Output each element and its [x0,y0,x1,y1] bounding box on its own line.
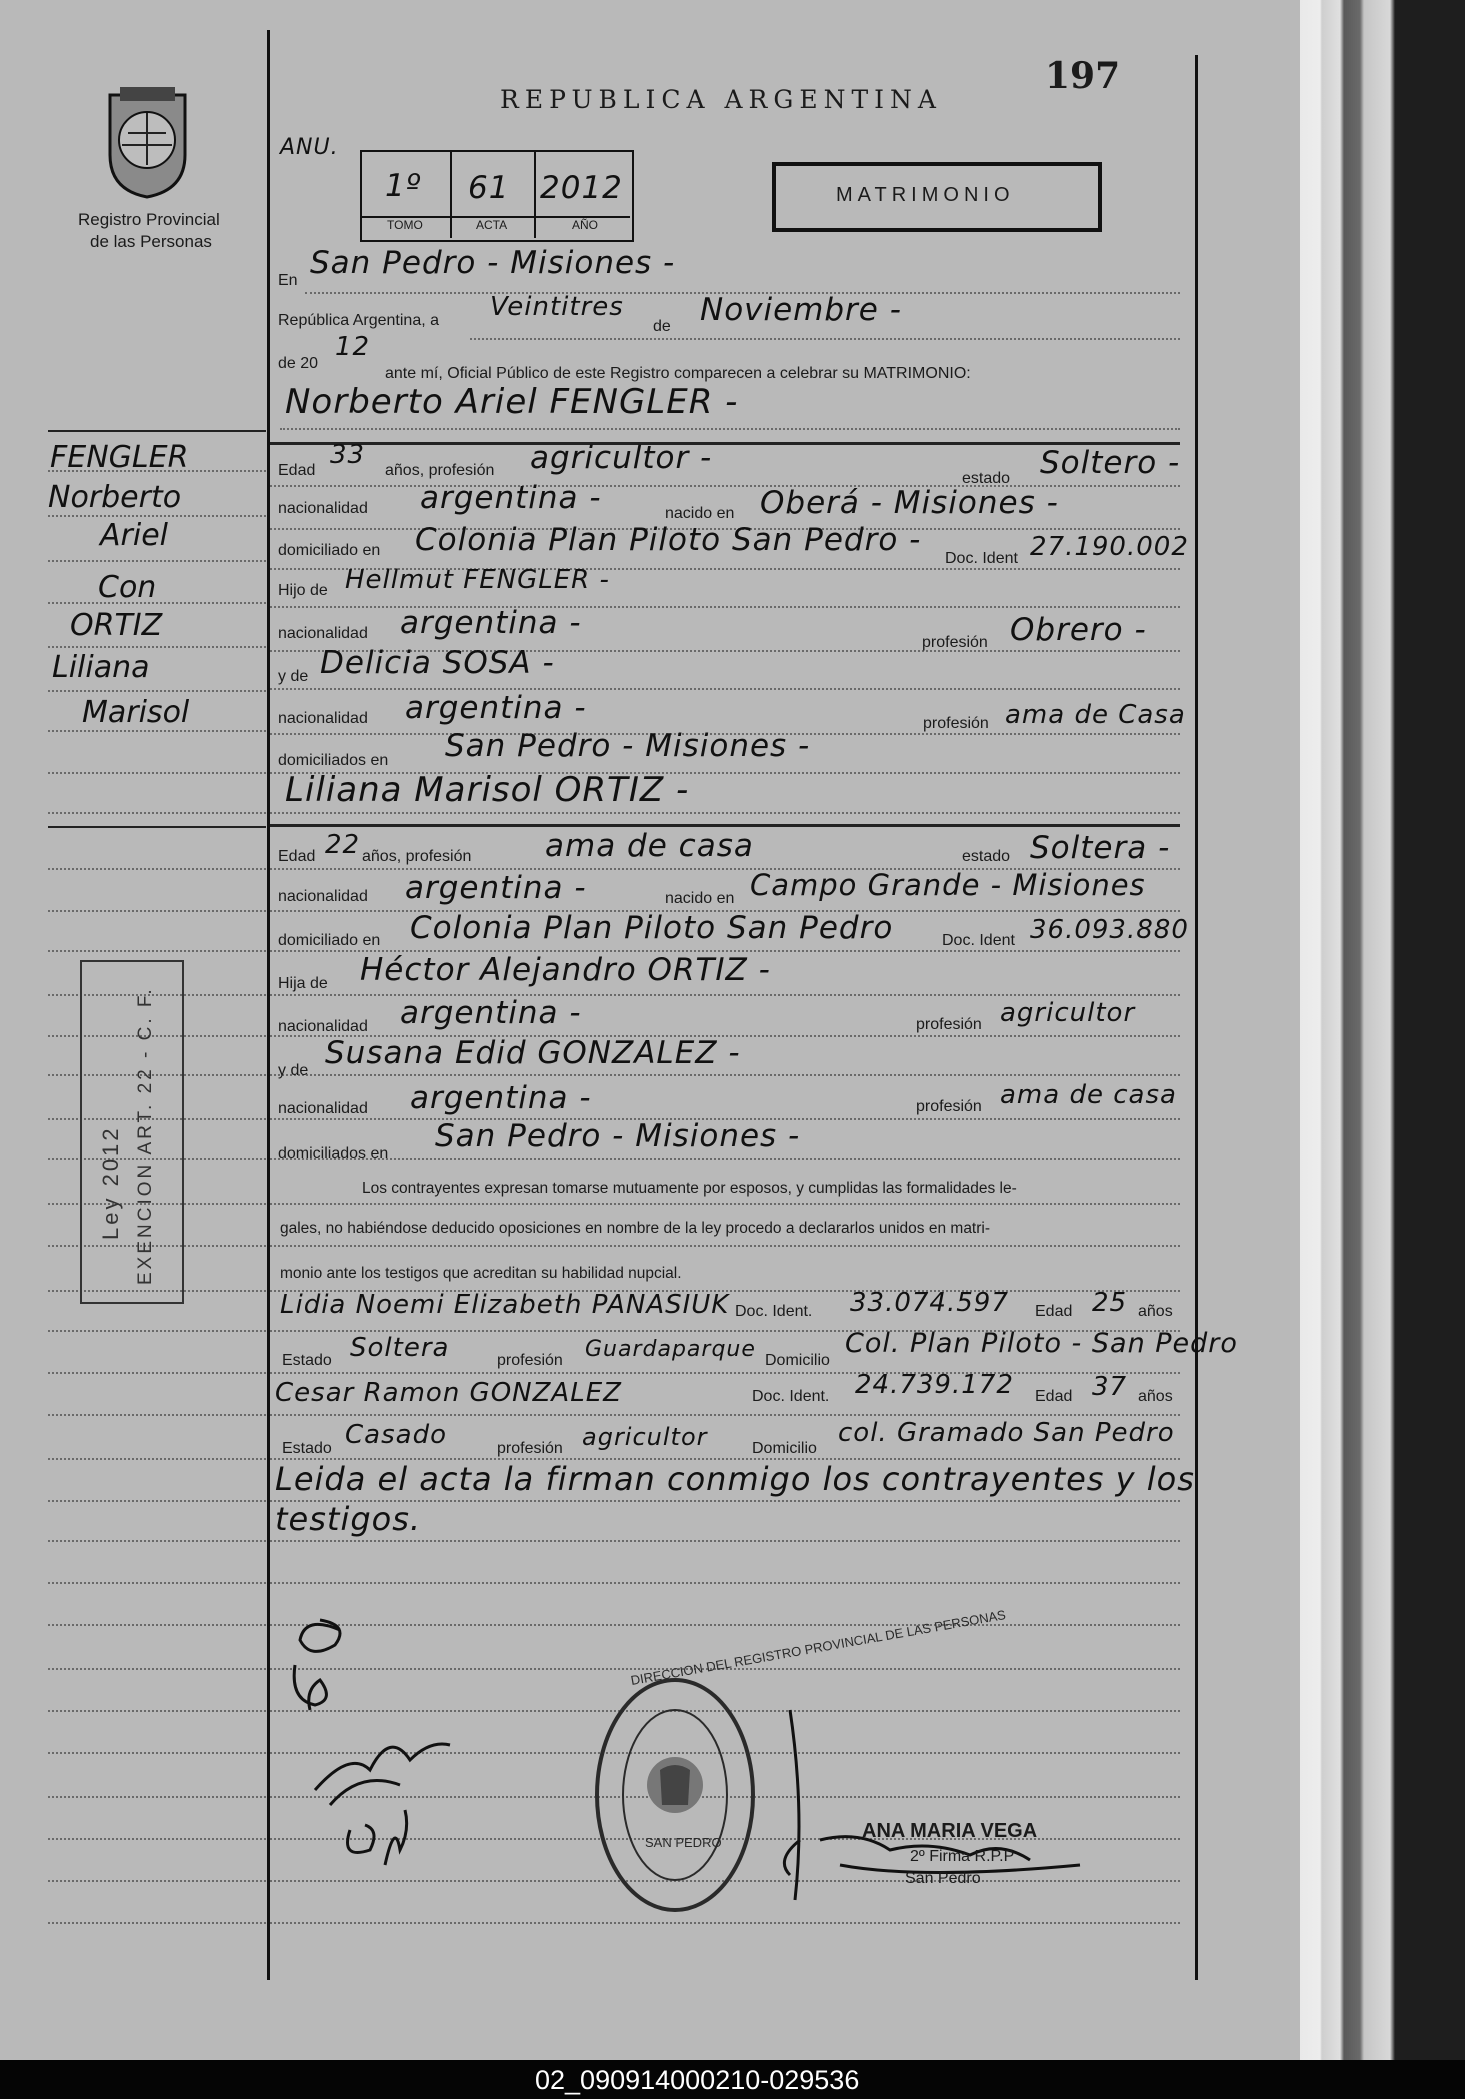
margin-name-1: Norberto [48,480,182,515]
province-emblem-icon [100,85,195,200]
bride-father-prof: agricultor [1000,998,1136,1028]
groom-mother-prof-label: profesión [923,715,989,732]
exemption-stamp [80,960,184,1304]
act-day: Veintitres [490,292,624,322]
act-place: San Pedro - Misiones - [310,245,676,281]
bride-yde-label: y de [278,1062,309,1079]
bride-father-nac: argentina - [400,995,582,1031]
declaration-line2: gales, no habiéndose deducido oposiciones en nombre de la ley procedo a declararlos unidos en matri- [280,1220,991,1237]
bride-mother-nac: argentina - [410,1080,592,1116]
witness1-edad: 25 [1092,1288,1128,1318]
bride-father-nac-label: nacionalidad [278,1018,368,1035]
groom-nacido-label: nacido en [665,505,735,522]
groom-profesion: agricultor - [530,440,713,476]
witness1-profesion-label: profesión [497,1352,563,1369]
footer-bar [0,2060,1465,2099]
witness2-edad: 37 [1092,1372,1128,1402]
seal-ring-text: DIRECCION DEL REGISTRO PROVINCIAL DE LAS PERSONAS [629,1607,1007,1688]
bride-hija-label: Hija de [278,975,328,992]
bride-doc: 36.093.880 [1030,915,1189,945]
bride-domiciliados-label: domiciliados en [278,1145,389,1162]
page-number: 197 [1045,55,1121,97]
witness1-edad-label: Edad [1035,1303,1073,1320]
groom-edad-label: Edad [278,462,316,479]
acta-label: ACTA [476,218,508,232]
declaration-line3: monio ante los testigos que acreditan su habilidad nupcial. [280,1265,682,1282]
tomo-value: 1º [385,168,422,204]
year-prefix: de 20 [278,355,319,372]
witness1-doc-label: Doc. Ident. [735,1303,813,1320]
bride-mother-prof: ama de casa [1000,1080,1177,1110]
act-type: MATRIMONIO [836,184,1015,206]
official-seal [590,1670,760,1920]
margin-name-6: Marisol [82,695,190,730]
groom-doc: 27.190.002 [1030,532,1189,562]
margin-name-3: Con [98,570,157,605]
groom-nacido: Oberá - Misiones - [760,485,1059,521]
image-id: 02_090914000210-029536 [535,2065,860,2095]
officer-name: ANA MARIA VEGA [862,1820,1038,1842]
country-title: REPUBLICA ARGENTINA [500,85,942,114]
bride-father: Héctor Alejandro ORTIZ - [360,952,771,988]
intro-sentence: ante mí, Oficial Público de este Registro comparecen a celebrar su MATRIMONIO: [385,365,971,382]
right-margin-line [1195,55,1198,1980]
bride-nac-label: nacionalidad [278,888,368,905]
acta-value: 61 [468,170,510,206]
witness2-edad-label: Edad [1035,1388,1073,1405]
groom-signature [280,1610,370,1720]
groom-doc-label: Doc. Ident [945,550,1018,567]
margin-name-2: Ariel [100,518,168,553]
witness1-domicilio: Col. Plan Piloto - San Pedro [845,1328,1238,1359]
groom-father-prof: Obrero - [1010,612,1147,648]
groom-domicilio: Colonia Plan Piloto San Pedro - [415,522,922,558]
bride-profesion-label: años, profesión [362,848,472,865]
groom-mother-nac: argentina - [405,690,587,726]
witness2-doc-label: Doc. Ident. [752,1388,830,1405]
bride-nacido-label: nacido en [665,890,735,907]
witness1-estado: Soltera [350,1333,450,1363]
witness1-name: Lidia Noemi Elizabeth PANASIUK [280,1290,730,1320]
binder-edge [1300,0,1465,2060]
annotation-anu: ANU. [280,135,339,160]
witness2-doc: 24.739.172 [855,1370,1014,1400]
bride-nacido: Campo Grande - Misiones [750,868,1146,902]
declaration-line1: Los contrayentes expresan tomarse mutuamente por esposos, y cumplidas las formalidades le- [362,1180,1017,1197]
witness2-domicilio: col. Gramado San Pedro [838,1418,1175,1448]
republica-label: República Argentina, a [278,312,439,329]
closing-line2: testigos. [275,1500,422,1538]
groom-nacionalidad: argentina - [420,480,602,516]
act-month: Noviembre - [700,292,902,328]
bride-domicilio-label: domiciliado en [278,932,381,949]
groom-father-nac: argentina - [400,605,582,641]
bride-mother-prof-label: profesión [916,1098,982,1115]
groom-estado: Soltero - [1040,445,1181,481]
en-label: En [278,272,298,289]
witness1-estado-label: Estado [282,1352,332,1369]
anio-label: AÑO [572,218,599,232]
year-suffix: 12 [335,332,371,362]
tomo-label: TOMO [387,218,423,232]
witness2-estado-label: Estado [282,1440,332,1457]
registry-name-line2: de las Personas [90,232,212,251]
de-label: de [653,318,671,335]
groom-yde-label: y de [278,668,309,685]
groom-father: Hellmut FENGLER - [345,565,610,595]
witness2-domicilio-label: Domicilio [752,1440,817,1457]
witness2-profesion-label: profesión [497,1440,563,1457]
margin-name-4: ORTIZ [70,608,163,643]
bride-estado: Soltera - [1030,830,1171,866]
bride-estado-label: estado [962,848,1011,865]
groom-nac-label: nacionalidad [278,500,368,517]
witness2-anos-label: años [1138,1388,1173,1405]
bride-domiciliados: San Pedro - Misiones - [435,1118,801,1154]
witness1-domicilio-label: Domicilio [765,1352,830,1369]
groom-name: Norberto Ariel FENGLER - [285,382,739,422]
closing-line1: Leida el acta la firman conmigo los contrayentes y los [275,1460,1195,1498]
bride-mother-nac-label: nacionalidad [278,1100,368,1117]
witness2-name: Cesar Ramon GONZALEZ [275,1378,622,1408]
bride-profesion: ama de casa [545,828,754,864]
exemption-stamp-line1: Ley 2012 [98,1125,123,1240]
margin-name-5: Liliana [52,650,150,685]
bride-domicilio: Colonia Plan Piloto San Pedro [410,910,894,946]
anio-value: 2012 [540,170,623,206]
groom-profesion-label: años, profesión [385,462,495,479]
groom-edad: 33 [330,440,366,470]
seal-inner-text: SAN PEDRO [645,1835,722,1850]
groom-mother-nac-label: nacionalidad [278,710,368,727]
bride-edad-label: Edad [278,848,316,865]
witness1-anos-label: años [1138,1303,1173,1320]
bride-name: Liliana Marisol ORTIZ - [285,770,690,810]
groom-mother: Delicia SOSA - [320,645,555,681]
bride-father-prof-label: profesión [916,1016,982,1033]
left-margin-line [267,30,270,1980]
bride-doc-label: Doc. Ident [942,932,1015,949]
officer-location: San Pedro [905,1870,981,1887]
witness2-profesion: agricultor [582,1423,708,1451]
groom-father-nac-label: nacionalidad [278,625,368,642]
exemption-stamp-line2: EXENCION ART. 22 - C. F. [135,986,156,1285]
bride-mother: Susana Edid GONZALEZ - [325,1035,741,1071]
bride-signature [310,1730,470,1880]
witness2-estado: Casado [345,1420,447,1450]
groom-mother-prof: ama de Casa [1005,700,1186,730]
margin-name-0: FENGLER [50,440,189,475]
groom-domiciliados: San Pedro - Misiones - [445,728,811,764]
bride-nacionalidad: argentina - [405,870,587,906]
groom-father-prof-label: profesión [922,634,988,651]
groom-hijo-label: Hijo de [278,582,328,599]
groom-domicilio-label: domiciliado en [278,542,381,559]
officer-role: 2º Firma R.P.P [910,1848,1015,1865]
groom-estado-label: estado [962,470,1011,487]
bride-edad: 22 [325,830,361,860]
witness1-doc: 33.074.597 [850,1288,1009,1318]
registry-name-line1: Registro Provincial [78,210,220,229]
witness1-profesion: Guardaparque [585,1337,756,1362]
groom-domiciliados-label: domiciliados en [278,752,389,769]
